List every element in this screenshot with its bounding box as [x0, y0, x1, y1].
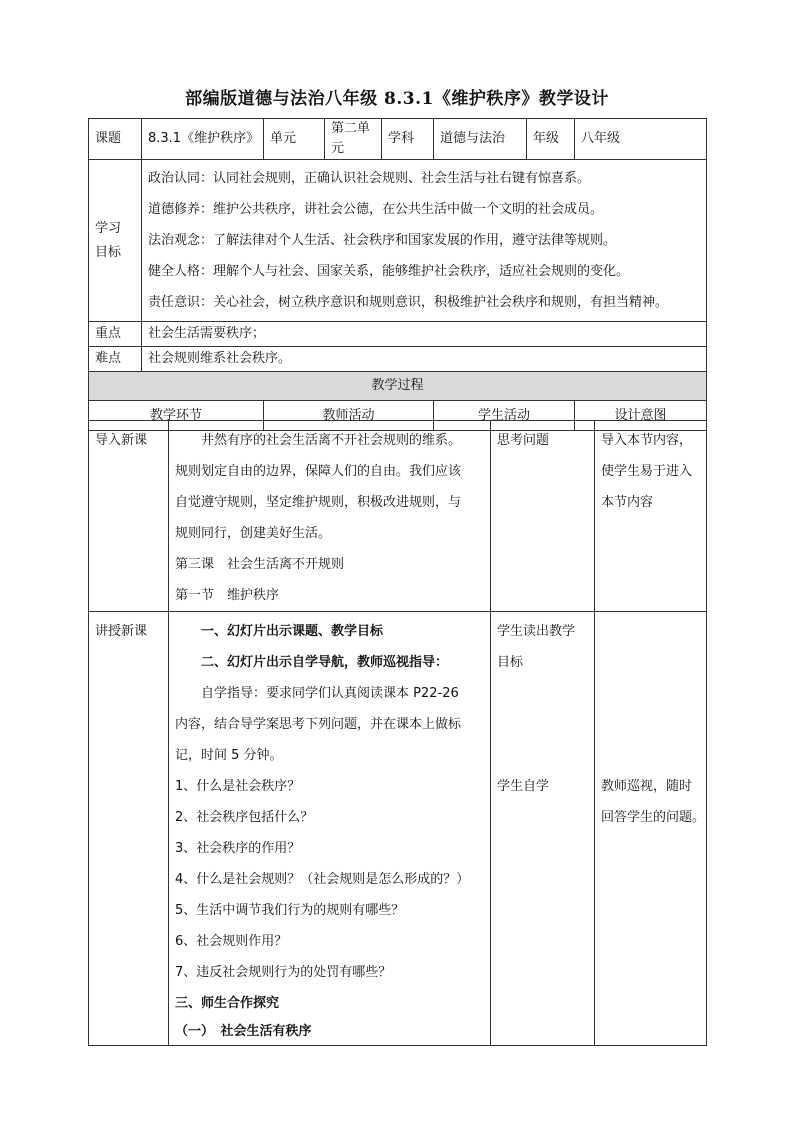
goals-label: 学习 目标	[89, 160, 142, 322]
spacer	[497, 709, 588, 740]
text-line: 第一节 维护秩序	[175, 588, 280, 603]
text-line: 自觉遵守规则，坚定维护规则，积极改进规则，与	[175, 495, 462, 510]
new-lesson-row	[89, 612, 707, 1046]
spacer	[601, 616, 700, 647]
spacer	[601, 678, 700, 709]
difficult-point-row	[89, 347, 707, 372]
text-line: 使学生易于进入	[601, 464, 693, 479]
new-lesson-stage	[89, 612, 169, 1046]
text-line: 学生自学	[497, 779, 550, 794]
process-title-row	[89, 372, 707, 401]
new-lesson-teacher	[169, 612, 491, 1046]
goal-item: 法治观念：了解法律对个人生活、社会秩序和国家发展的作用，遵守法律等规则。	[148, 233, 617, 248]
text-line: 教师巡视，随时	[601, 779, 693, 794]
col-intent-label: 设计意图	[614, 407, 667, 423]
spacer	[601, 709, 700, 740]
intro-student	[491, 421, 595, 612]
difficult-point-value: 社会规则维系社会秩序。	[142, 347, 707, 372]
text-line: 思考问题	[497, 433, 550, 448]
text-line: 井然有序的社会生活离不开社会规则的维系。	[201, 433, 462, 448]
spacer	[601, 647, 700, 678]
unit-value: 第二单元	[325, 119, 382, 160]
text-line: 本节内容	[601, 495, 654, 510]
text-line: （一） 社会生活有秩序	[175, 1024, 312, 1039]
text-line: 3、社会秩序的作用？	[175, 841, 301, 856]
key-point-label: 重点	[89, 322, 142, 347]
subject-label: 学科	[382, 119, 434, 160]
lesson-value: 8.3.1《维护秩序》	[142, 119, 264, 160]
key-point-value: 社会生活需要秩序；	[142, 322, 707, 347]
text-line: 自学指导：要求同学们认真阅读课本 P22-26	[201, 686, 459, 701]
document-title: 部编版道德与法治八年级 8.3.1《维护秩序》教学设计	[185, 89, 609, 109]
text-line: 第三课 社会生活离不开规则	[175, 557, 345, 572]
text-line: 规则同行，创建美好生活。	[175, 526, 332, 541]
grade-label: 年级	[527, 119, 575, 160]
text-line: 记，时间 5 分钟。	[175, 748, 283, 763]
text-line: 二、幻灯片出示自学导航，教师巡视指导：	[201, 655, 449, 670]
new-lesson-stage-label: 讲授新课	[95, 624, 148, 639]
goal-item: 道德修养：维护公共秩序，讲社会公德，在公共生活中做一个文明的社会成员。	[148, 202, 604, 217]
col-teacher-label: 教师活动	[322, 407, 375, 423]
intro-stage-label: 导入新课	[95, 433, 148, 448]
spacer	[601, 740, 700, 771]
text-line: 2、社会秩序包括什么？	[175, 810, 314, 825]
process-title: 教学过程	[89, 372, 707, 401]
col-student-label: 学生活动	[477, 407, 530, 423]
text-line: 回答学生的问题。	[601, 810, 706, 825]
goal-item: 责任意识：关心社会，树立秩序意识和规则意识，积极维护社会秩序和规则，有担当精神。	[148, 295, 669, 310]
unit-label: 单元	[264, 119, 325, 160]
goal-item: 健全人格：理解个人与社会、国家关系，能够维护社会秩序，适应社会规则的变化。	[148, 264, 630, 279]
text-line: 1、什么是社会秩序？	[175, 779, 301, 794]
lesson-label: 课题	[89, 119, 142, 160]
grade-value: 八年级	[575, 119, 707, 160]
text-line: 5、生活中调节我们行为的规则有哪些？	[175, 903, 405, 918]
text-line: 4、什么是社会规则？（社会规则是怎么形成的？）	[175, 872, 470, 887]
text-line: 6、社会规则作用？	[175, 934, 288, 949]
header-row	[89, 119, 707, 160]
subject-value: 道德与法治	[434, 119, 527, 160]
new-lesson-student	[491, 612, 595, 1046]
text-line: 导入本节内容，	[601, 433, 693, 448]
goal-item: 政治认同：认同社会规则，正确认识社会规则、社会生活与社右键有惊喜系。	[148, 171, 591, 186]
text-line: 规则划定自由的边界，保障人们的自由。我们应该	[175, 464, 462, 479]
text-line: 一、幻灯片出示课题、教学目标	[201, 624, 384, 639]
intro-row	[89, 421, 707, 612]
col-stage-label: 教学环节	[149, 407, 202, 423]
goals-content	[142, 160, 707, 322]
spacer	[497, 740, 588, 771]
intro-teacher	[169, 421, 491, 612]
text-line: 学生读出教学	[497, 624, 576, 639]
text-line: 内容，结合导学案思考下列问题，并在课本上做标	[175, 717, 462, 732]
new-lesson-intent	[595, 612, 707, 1046]
text-line: 目标	[497, 655, 524, 670]
intro-stage	[89, 421, 169, 612]
intro-intent	[595, 421, 707, 612]
difficult-point-label: 难点	[89, 347, 142, 372]
spacer	[497, 678, 588, 709]
process-table	[88, 420, 707, 1046]
goals-row	[89, 160, 707, 322]
lesson-plan-table	[88, 118, 707, 431]
text-line: 三、师生合作探究	[175, 996, 280, 1011]
text-line: 7、违反社会规则行为的处罚有哪些？	[175, 965, 392, 980]
key-point-row	[89, 322, 707, 347]
